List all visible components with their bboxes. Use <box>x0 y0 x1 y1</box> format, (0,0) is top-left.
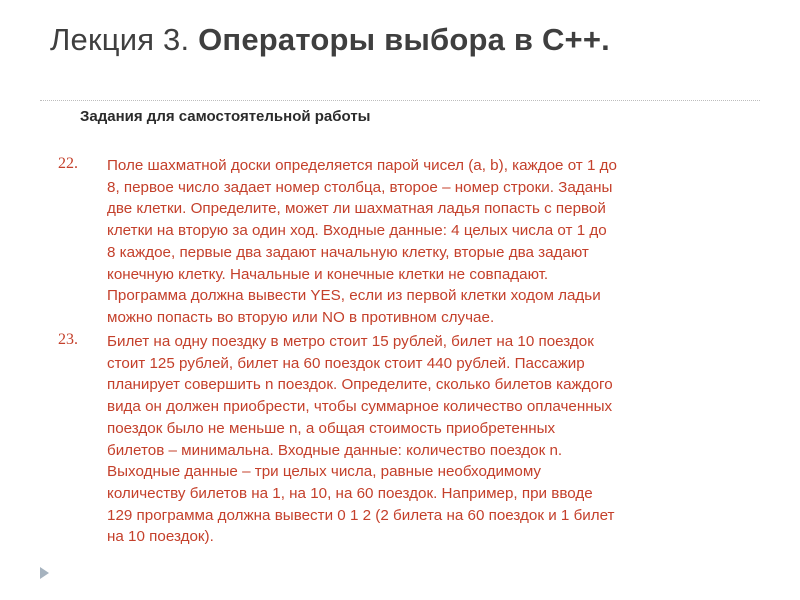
task-text-line: билетов – минимальна. Входные данные: количество поездок n. <box>107 441 563 459</box>
triangle-right-icon <box>40 567 49 579</box>
task-text-line: клетки на вторую за один ход. Входные данные: 4 целых числа от 1 до <box>107 222 607 240</box>
task-text-line: можно попасть во вторую или NO в противном случае. <box>107 308 495 326</box>
task-text-line: Поле шахматной доски определяется парой чисел (a, b), каждое от 1 до <box>107 157 617 174</box>
task-text-line: 129 программа должна вывести 0 1 2 (2 билета на 60 поездок и 1 билет <box>107 506 615 524</box>
task-number: 23. <box>58 331 78 348</box>
task-text-line: 8 каждое, первые два задают начальную клетку, вторые два задают <box>107 243 589 261</box>
task-number: 22. <box>58 155 78 172</box>
task-text <box>107 331 727 548</box>
task-text-line: стоит 125 рублей, билет на 60 поездок стоит 440 рублей. Пассажир <box>107 354 585 372</box>
task-text-line: 8, первое число задает номер столбца, второе – номер строки. Заданы <box>107 178 613 196</box>
task-text-line: Выходные данные – три целых числа, равные необходимому <box>107 463 542 481</box>
slide-title <box>50 22 610 58</box>
task-text <box>107 155 727 329</box>
task-text-line: конечную клетку. Начальные и конечные клетки не совпадают. <box>107 265 549 283</box>
task-text-line: количеству билетов на 1, на 10, на 60 поездок. Например, при вводе <box>107 484 593 502</box>
task-text-line: поездок было не меньше n, а общая стоимость приобретенных <box>107 419 556 437</box>
slide-title-main: Операторы выбора в С++. <box>198 22 610 57</box>
task-text-line: Билет на одну поездку в метро стоит 15 рублей, билет на 10 поездок <box>107 333 594 350</box>
task-text-line: две клетки. Определите, может ли шахматная ладья попасть с первой <box>107 200 606 218</box>
task-text-line: Программа должна вывести YES, если из первой клетки ходом ладьи <box>107 287 601 305</box>
slide-title-prefix: Лекция 3. <box>50 22 190 57</box>
task-text-line: планирует совершить n поездок. Определите, сколько билетов каждого <box>107 376 613 394</box>
task-text-line: на 10 поездок). <box>107 528 214 546</box>
slide-subtitle: Задания для самостоятельной работы <box>80 108 371 125</box>
title-divider <box>40 100 760 101</box>
task-text-line: вида он должен приобрести, чтобы суммарное количество оплаченных <box>107 398 613 416</box>
